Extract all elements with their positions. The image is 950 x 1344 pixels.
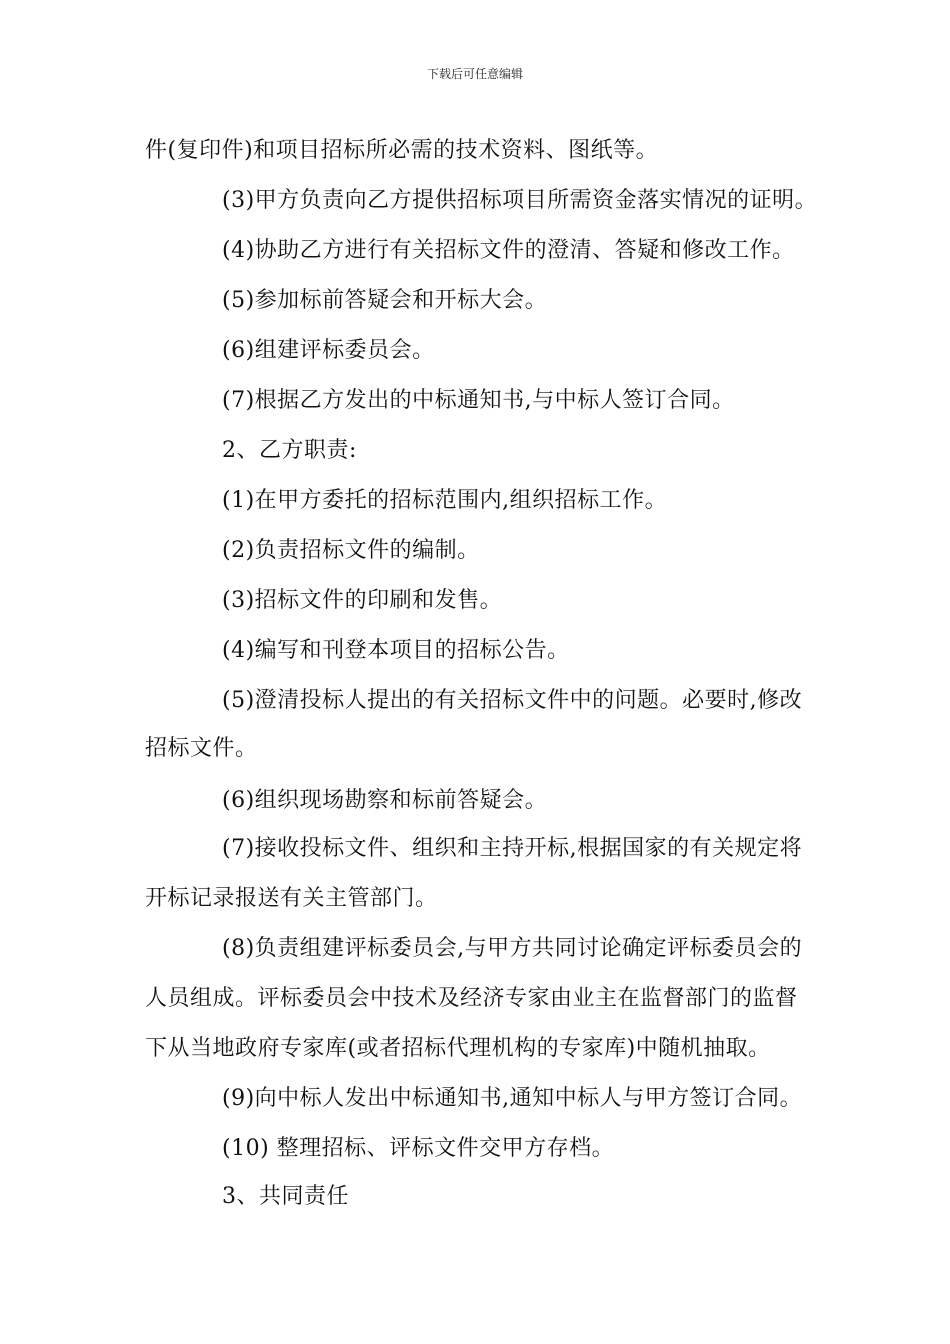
paragraph-line: (4)编写和刊登本项目的招标公告。 (222, 638, 570, 663)
paragraph-line: (5)澄清投标人提出的有关招标文件中的问题。必要时,修改 (222, 688, 803, 713)
paragraph-line: (8)负责组建评标委员会,与甲方共同讨论确定评标委员会的 (222, 936, 803, 961)
paragraph-line: (4)协助乙方进行有关招标文件的澄清、答疑和修改工作。 (222, 238, 795, 263)
paragraph-line: (7)根据乙方发出的中标通知书,与中标人签订合同。 (222, 388, 735, 413)
paragraph-line: (3)招标文件的印刷和发售。 (222, 588, 503, 613)
paragraph-line: (6)组织现场勘察和标前答疑会。 (222, 788, 548, 813)
paragraph-line: 招标文件。 (145, 736, 258, 761)
section-heading: 2、乙方职责: (222, 438, 357, 463)
paragraph-line: 下从当地政府专家库(或者招标代理机构的专家库)中随机抽取。 (145, 1036, 771, 1061)
paragraph-line: (10) 整理招标、评标文件交甲方存档。 (222, 1136, 615, 1161)
paragraph-line: 人员组成。评标委员会中技术及经济专家由业主在监督部门的监督 (145, 986, 798, 1011)
paragraph-line: (9)向中标人发出中标通知书,通知中标人与甲方签订合同。 (222, 1086, 803, 1111)
paragraph-line: (5)参加标前答疑会和开标大会。 (222, 288, 548, 313)
page-header: 下载后可任意编辑 (426, 67, 523, 81)
paragraph-line: (2)负责招标文件的编制。 (222, 538, 480, 563)
paragraph-line: 开标记录报送有关主管部门。 (145, 886, 438, 911)
paragraph-line: (6)组建评标委员会。 (222, 338, 435, 363)
section-heading: 3、共同责任 (222, 1184, 349, 1209)
paragraph-line: 件(复印件)和项目招标所必需的技术资料、图纸等。 (145, 138, 659, 163)
paragraph-line: (7)接收投标文件、组织和主持开标,根据国家的有关规定将 (222, 836, 803, 861)
paragraph-line: (3)甲方负责向乙方提供招标项目所需资金落实情况的证明。 (222, 188, 818, 213)
paragraph-line: (1)在甲方委托的招标范围内,组织招标工作。 (222, 488, 668, 513)
